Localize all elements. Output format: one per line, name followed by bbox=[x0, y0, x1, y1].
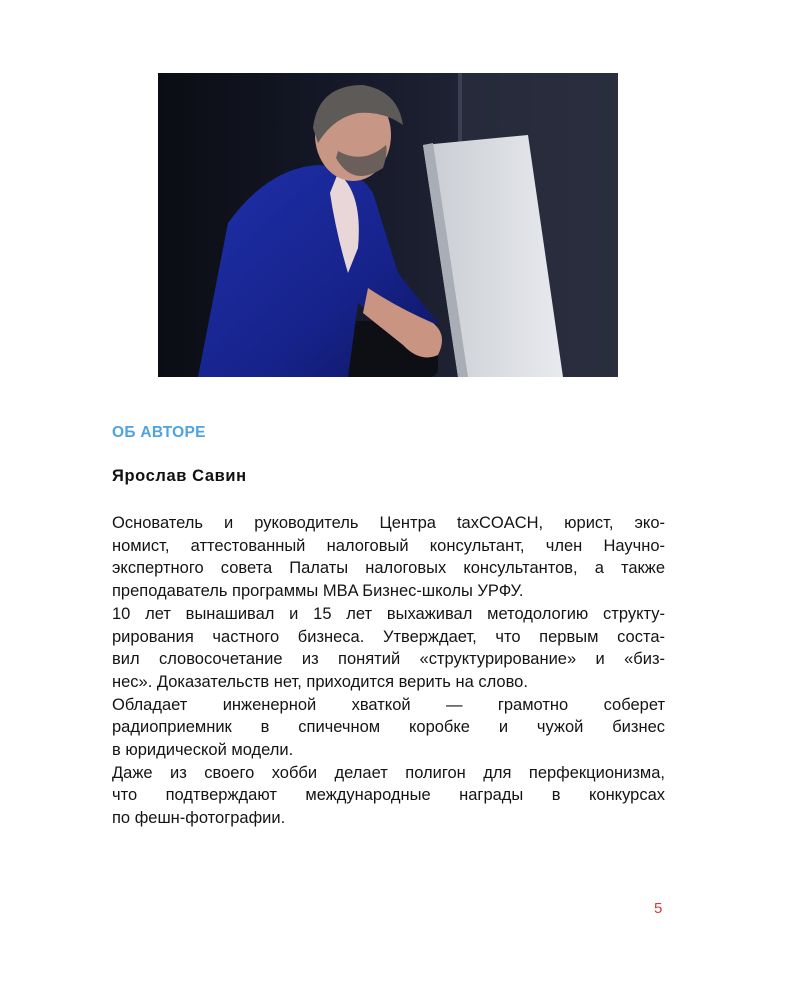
bio-line: радиоприемник в спичечном коробке и чужой бизнес bbox=[112, 718, 665, 737]
author-name: Ярослав Савин bbox=[112, 467, 247, 485]
bio-line: номист, аттестованный налоговый консультант, член Научно- bbox=[112, 536, 665, 555]
bio-line: вил словосочетание из понятий «структурирование» и «биз- bbox=[112, 650, 665, 669]
author-photo-icon bbox=[158, 73, 618, 377]
bio-line: 10 лет вынашивал и 15 лет выхаживал методологию структу- bbox=[112, 604, 665, 623]
bio-line: по фешн-фотографии. bbox=[112, 809, 286, 828]
author-photo bbox=[158, 73, 618, 377]
bio-line: экспертного совета Палаты налоговых консультантов, а также bbox=[112, 559, 665, 578]
bio-line: преподаватель программы MBA Бизнес-школы УРФУ. bbox=[112, 582, 524, 601]
bio-line: рирования частного бизнеса. Утверждает, что первым соста- bbox=[112, 627, 665, 646]
bio-line: что подтверждают международные награды в конкурсах bbox=[112, 786, 665, 805]
bio-line: нес». Доказательств нет, приходится верить на слово. bbox=[112, 672, 528, 691]
bio-line: Даже из своего хобби делает полигон для перфекционизма, bbox=[112, 763, 665, 782]
page-number: 5 bbox=[654, 900, 663, 917]
bio-line: Основатель и руководитель Центра taxCOACH, юрист, эко- bbox=[112, 514, 665, 532]
bio-line: Обладает инженерной хваткой — грамотно соберет bbox=[112, 695, 665, 714]
section-heading-about-author: ОБ АВТОРЕ bbox=[112, 424, 206, 441]
author-bio bbox=[112, 512, 665, 830]
bio-line: в юридической модели. bbox=[112, 741, 294, 760]
